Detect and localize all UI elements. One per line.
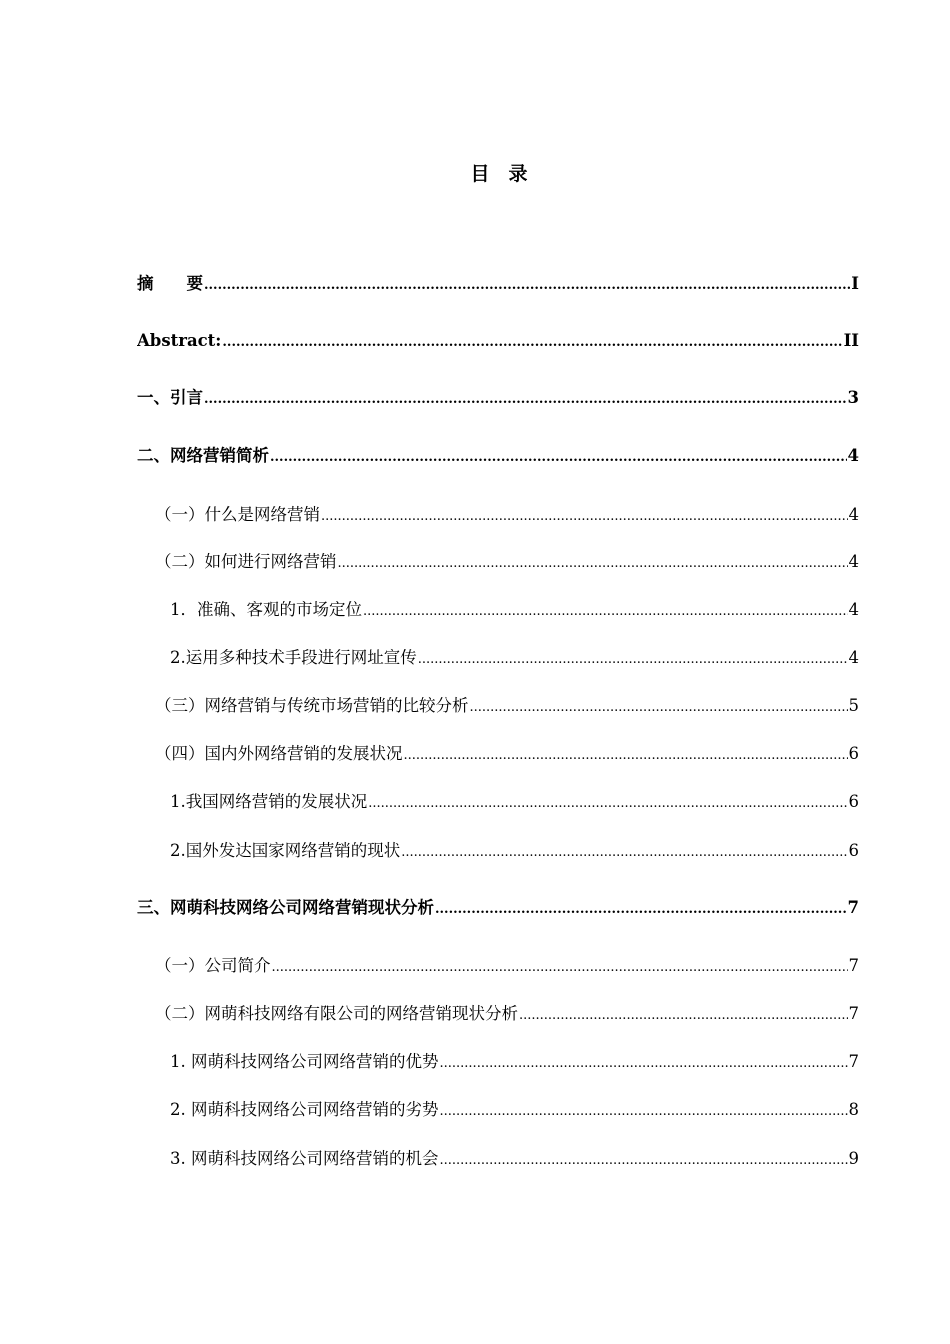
toc-entry[interactable] (137, 445, 859, 467)
toc-leader-dots (401, 842, 847, 862)
toc-leader-dots (519, 1005, 848, 1025)
toc-entry-title: 3. 网萌科技网络公司网络营销的机会 (170, 1149, 439, 1168)
toc-entry-title: （二）如何进行网络营销 (155, 552, 337, 571)
toc-entry-page-number: 7 (848, 1004, 859, 1023)
toc-entry[interactable] (170, 1099, 859, 1121)
toc-entry-title: （二）网萌科技网络有限公司的网络营销现状分析 (155, 1004, 518, 1023)
toc-entry[interactable] (155, 955, 859, 977)
toc-entry-page-number: II (843, 331, 859, 350)
toc-leader-dots (204, 389, 847, 409)
toc-entry[interactable] (137, 387, 859, 409)
toc-entry-page-number: 6 (848, 841, 859, 860)
toc-entry[interactable] (170, 791, 859, 813)
toc-leader-dots (440, 1101, 848, 1121)
toc-entry-page-number: 4 (848, 552, 859, 571)
toc-entry-title: 2.国外发达国家网络营销的现状 (170, 841, 401, 860)
toc-entry[interactable] (155, 504, 859, 526)
toc-leader-dots (270, 447, 847, 467)
toc-entry-title: 1.我国网络营销的发展状况 (170, 792, 368, 811)
toc-entry[interactable] (155, 551, 859, 573)
toc-entry[interactable] (155, 1003, 859, 1025)
toc-entry[interactable] (155, 743, 859, 765)
toc-leader-dots (204, 275, 850, 295)
toc-leader-dots (404, 745, 848, 765)
toc-entry-page-number: 4 (848, 648, 859, 667)
toc-entry[interactable] (170, 647, 859, 669)
toc-entry-page-number: 4 (848, 505, 859, 524)
toc-entry[interactable] (170, 1148, 859, 1170)
toc-entry-page-number: 4 (847, 446, 859, 465)
toc-entry-title: 1. 网萌科技网络公司网络营销的优势 (170, 1052, 439, 1071)
toc-entry-title: 摘 要 (137, 274, 203, 293)
toc-entry-title: 三、网萌科技网络公司网络营销现状分析 (137, 898, 434, 917)
toc-entry[interactable] (137, 273, 859, 295)
toc-entry[interactable] (170, 840, 859, 862)
toc-entry-page-number: 6 (848, 792, 859, 811)
toc-entry-page-number: 7 (848, 1052, 859, 1071)
toc-entry-page-number: 9 (848, 1149, 859, 1168)
toc-entry-page-number: 7 (847, 898, 859, 917)
toc-entry-title: 2.运用多种技术手段进行网址宣传 (170, 648, 417, 667)
toc-leader-dots (418, 649, 848, 669)
toc-entry-page-number: 3 (847, 388, 859, 407)
toc-entry-page-number: I (851, 274, 859, 293)
toc-entry-page-number: 8 (848, 1100, 859, 1119)
toc-entry[interactable] (155, 695, 859, 717)
toc-entry-title: （一）公司简介 (155, 956, 271, 975)
toc-leader-dots (440, 1053, 848, 1073)
toc-entry-title: 一、引言 (137, 388, 203, 407)
toc-leader-dots (321, 506, 848, 526)
toc-entry-title: （四）国内外网络营销的发展状况 (155, 744, 403, 763)
toc-leader-dots (272, 957, 848, 977)
toc-entry[interactable] (137, 897, 859, 919)
toc-leader-dots (435, 899, 847, 919)
toc-leader-dots (222, 332, 842, 352)
toc-entry-page-number: 5 (848, 696, 859, 715)
toc-entry-page-number: 4 (848, 600, 859, 619)
toc-entry-title: （三）网络营销与传统市场营销的比较分析 (155, 696, 469, 715)
toc-leader-dots (338, 553, 848, 573)
page-title: 目 录 (470, 163, 528, 185)
toc-entry[interactable] (137, 330, 859, 352)
toc-entry-page-number: 7 (848, 956, 859, 975)
toc-entry[interactable] (170, 1051, 859, 1073)
toc-entry-title: Abstract: (137, 331, 222, 350)
toc-entry[interactable] (170, 599, 859, 621)
toc-leader-dots (363, 601, 848, 621)
toc-leader-dots (440, 1150, 848, 1170)
toc-entry-page-number: 6 (848, 744, 859, 763)
toc-entry-title: （一）什么是网络营销 (155, 505, 320, 524)
toc-entry-title: 二、网络营销简析 (137, 446, 269, 465)
toc-leader-dots (368, 793, 847, 813)
toc-leader-dots (470, 697, 848, 717)
toc-entry-title: 2. 网萌科技网络公司网络营销的劣势 (170, 1100, 439, 1119)
toc-entry-title: 1．准确、客观的市场定位 (170, 600, 362, 619)
